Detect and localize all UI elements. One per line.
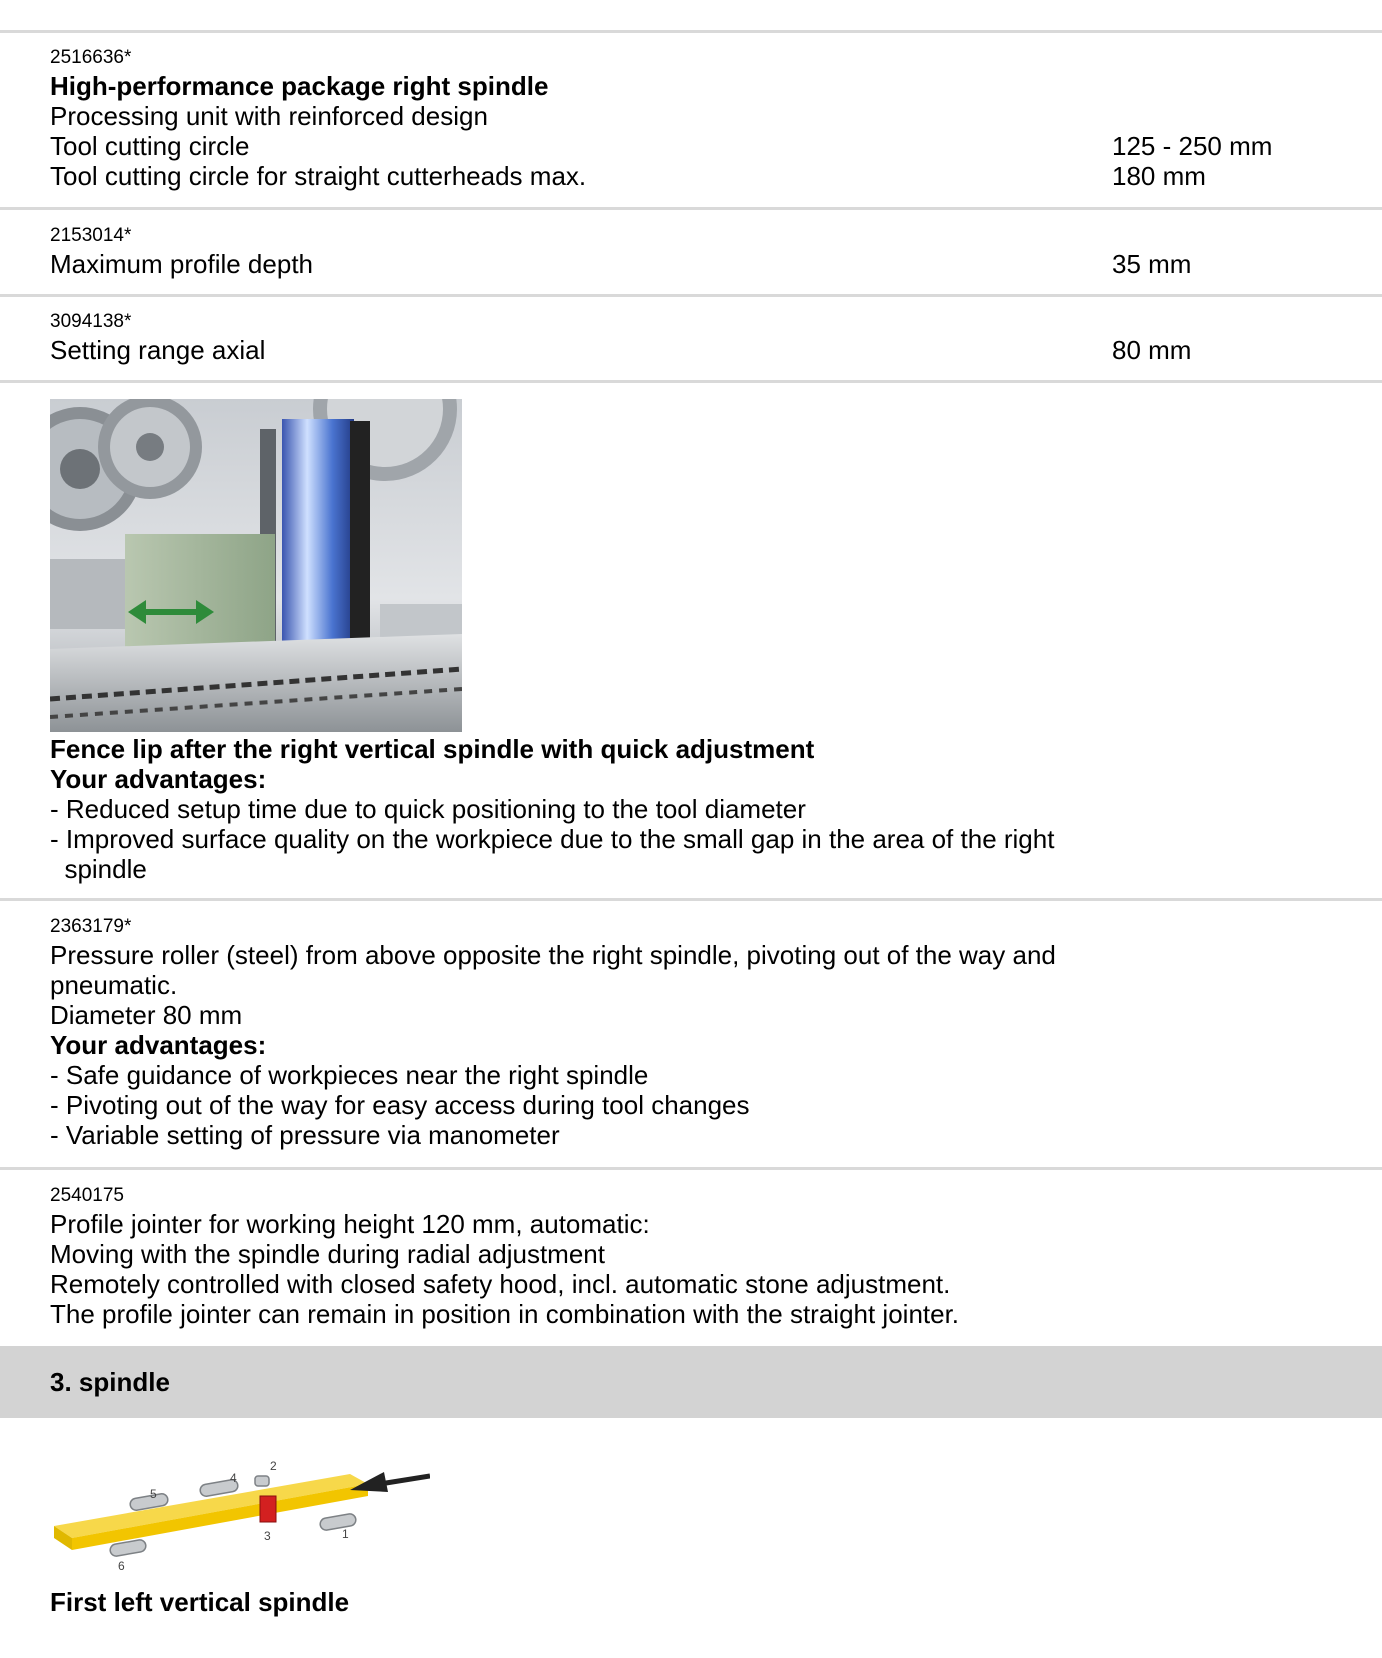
article-number: 2540175 xyxy=(50,1185,124,1206)
diagram-label: 1 xyxy=(342,1527,349,1541)
item-description: Processing unit with reinforced design xyxy=(50,101,488,131)
spec-value: 180 mm xyxy=(1112,161,1206,191)
spec-label: Tool cutting circle for straight cutterheads max. xyxy=(50,161,587,191)
advantage-item: spindle xyxy=(50,854,147,884)
item-description: Moving with the spindle during radial adjustment xyxy=(50,1239,605,1269)
article-number: 2516636* xyxy=(50,47,132,68)
spec-value: 80 mm xyxy=(1112,335,1192,365)
advantage-item: - Pivoting out of the way for easy access during tool changes xyxy=(50,1090,750,1120)
item-title: High-performance package right spindle xyxy=(50,71,549,101)
advantages-heading: Your advantages: xyxy=(50,764,267,794)
item-description: pneumatic. xyxy=(50,970,178,1000)
section-title: 3. spindle xyxy=(50,1367,170,1397)
section-header xyxy=(0,1346,1382,1418)
advantage-item: - Safe guidance of workpieces near the right spindle xyxy=(50,1060,649,1090)
divider xyxy=(0,207,1382,210)
advantage-item: - Improved surface quality on the workpiece due to the small gap in the area of the right xyxy=(50,824,1055,854)
item-description: The profile jointer can remain in position in combination with the straight jointer. xyxy=(50,1299,960,1329)
divider xyxy=(0,1167,1382,1170)
article-number: 2363179* xyxy=(50,916,132,937)
diagram-label: 6 xyxy=(118,1559,125,1572)
spec-label: Maximum profile depth xyxy=(50,249,313,279)
diagram-label: 5 xyxy=(150,1487,157,1501)
fence-lip-photo xyxy=(50,399,462,732)
article-number: 3094138* xyxy=(50,311,132,332)
diagram-label: 4 xyxy=(230,1471,237,1485)
divider xyxy=(0,898,1382,901)
divider xyxy=(0,294,1382,297)
diagram-label: 3 xyxy=(264,1529,271,1543)
item-description: Remotely controlled with closed safety hood, incl. automatic stone adjustment. xyxy=(50,1269,951,1299)
advantages-heading: Your advantages: xyxy=(50,1030,267,1060)
spindle-layout-diagram xyxy=(50,1446,430,1572)
divider xyxy=(0,380,1382,383)
item-description: Diameter 80 mm xyxy=(50,1000,243,1030)
spec-value: 35 mm xyxy=(1112,249,1192,279)
spec-label: Setting range axial xyxy=(50,335,266,365)
divider xyxy=(0,30,1382,33)
advantage-item: - Reduced setup time due to quick positioning to the tool diameter xyxy=(50,794,806,824)
article-number: 2153014* xyxy=(50,225,132,246)
spec-value: 125 - 250 mm xyxy=(1112,131,1273,161)
item-description: Profile jointer for working height 120 mm, automatic: xyxy=(50,1209,650,1239)
diagram-label: 2 xyxy=(270,1459,277,1473)
item-description: Pressure roller (steel) from above opposite the right spindle, pivoting out of the way and xyxy=(50,940,1056,970)
item-title: First left vertical spindle xyxy=(50,1587,350,1617)
item-title: Fence lip after the right vertical spindle with quick adjustment xyxy=(50,734,815,764)
advantage-item: - Variable setting of pressure via manometer xyxy=(50,1120,560,1150)
spec-label: Tool cutting circle xyxy=(50,131,250,161)
